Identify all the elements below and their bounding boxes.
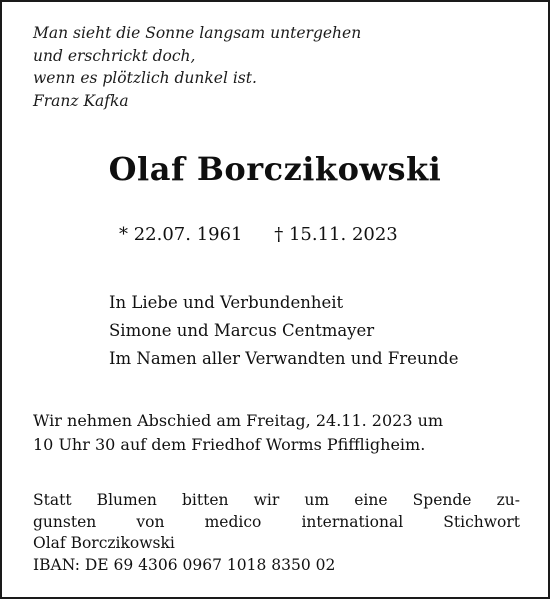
mourners-line: In Liebe und Verbundenheit [109,293,344,312]
death-date: † 15.11. 2023 [274,224,398,245]
funeral-line: Wir nehmen Abschied am Freitag, 24.11. 2023 um [33,411,444,430]
donation-request [33,490,520,576]
mourners-line: Im Namen aller Verwandten und Freunde [109,349,459,368]
birth-date: * 22.07. 1961 [119,224,243,245]
quote-line: und erschrickt doch, [33,46,196,65]
iban-line: IBAN: DE 69 4306 0967 1018 8350 02 [33,555,336,574]
funeral-details [33,409,443,457]
mourners-block [109,289,458,373]
quote-line: wenn es plötzlich dunkel ist. [33,69,257,87]
donation-line: gunsten von medico international Stichwort [33,512,520,531]
mourners-line: Simone und Marcus Centmayer [109,321,375,340]
funeral-line: 10 Uhr 30 auf dem Friedhof Worms Pfiffligheim. [33,435,426,454]
quote-line: Man sieht die Sonne langsam untergehen [33,24,362,42]
donation-line: Statt Blumen bitten wir um eine Spende zu- [33,491,520,509]
life-dates [119,224,398,245]
donation-line: Olaf Borczikowski [33,534,175,552]
deceased-name: Olaf Borczikowski [108,150,442,188]
kafka-quote [33,22,361,112]
quote-author: Franz Kafka [33,91,129,110]
